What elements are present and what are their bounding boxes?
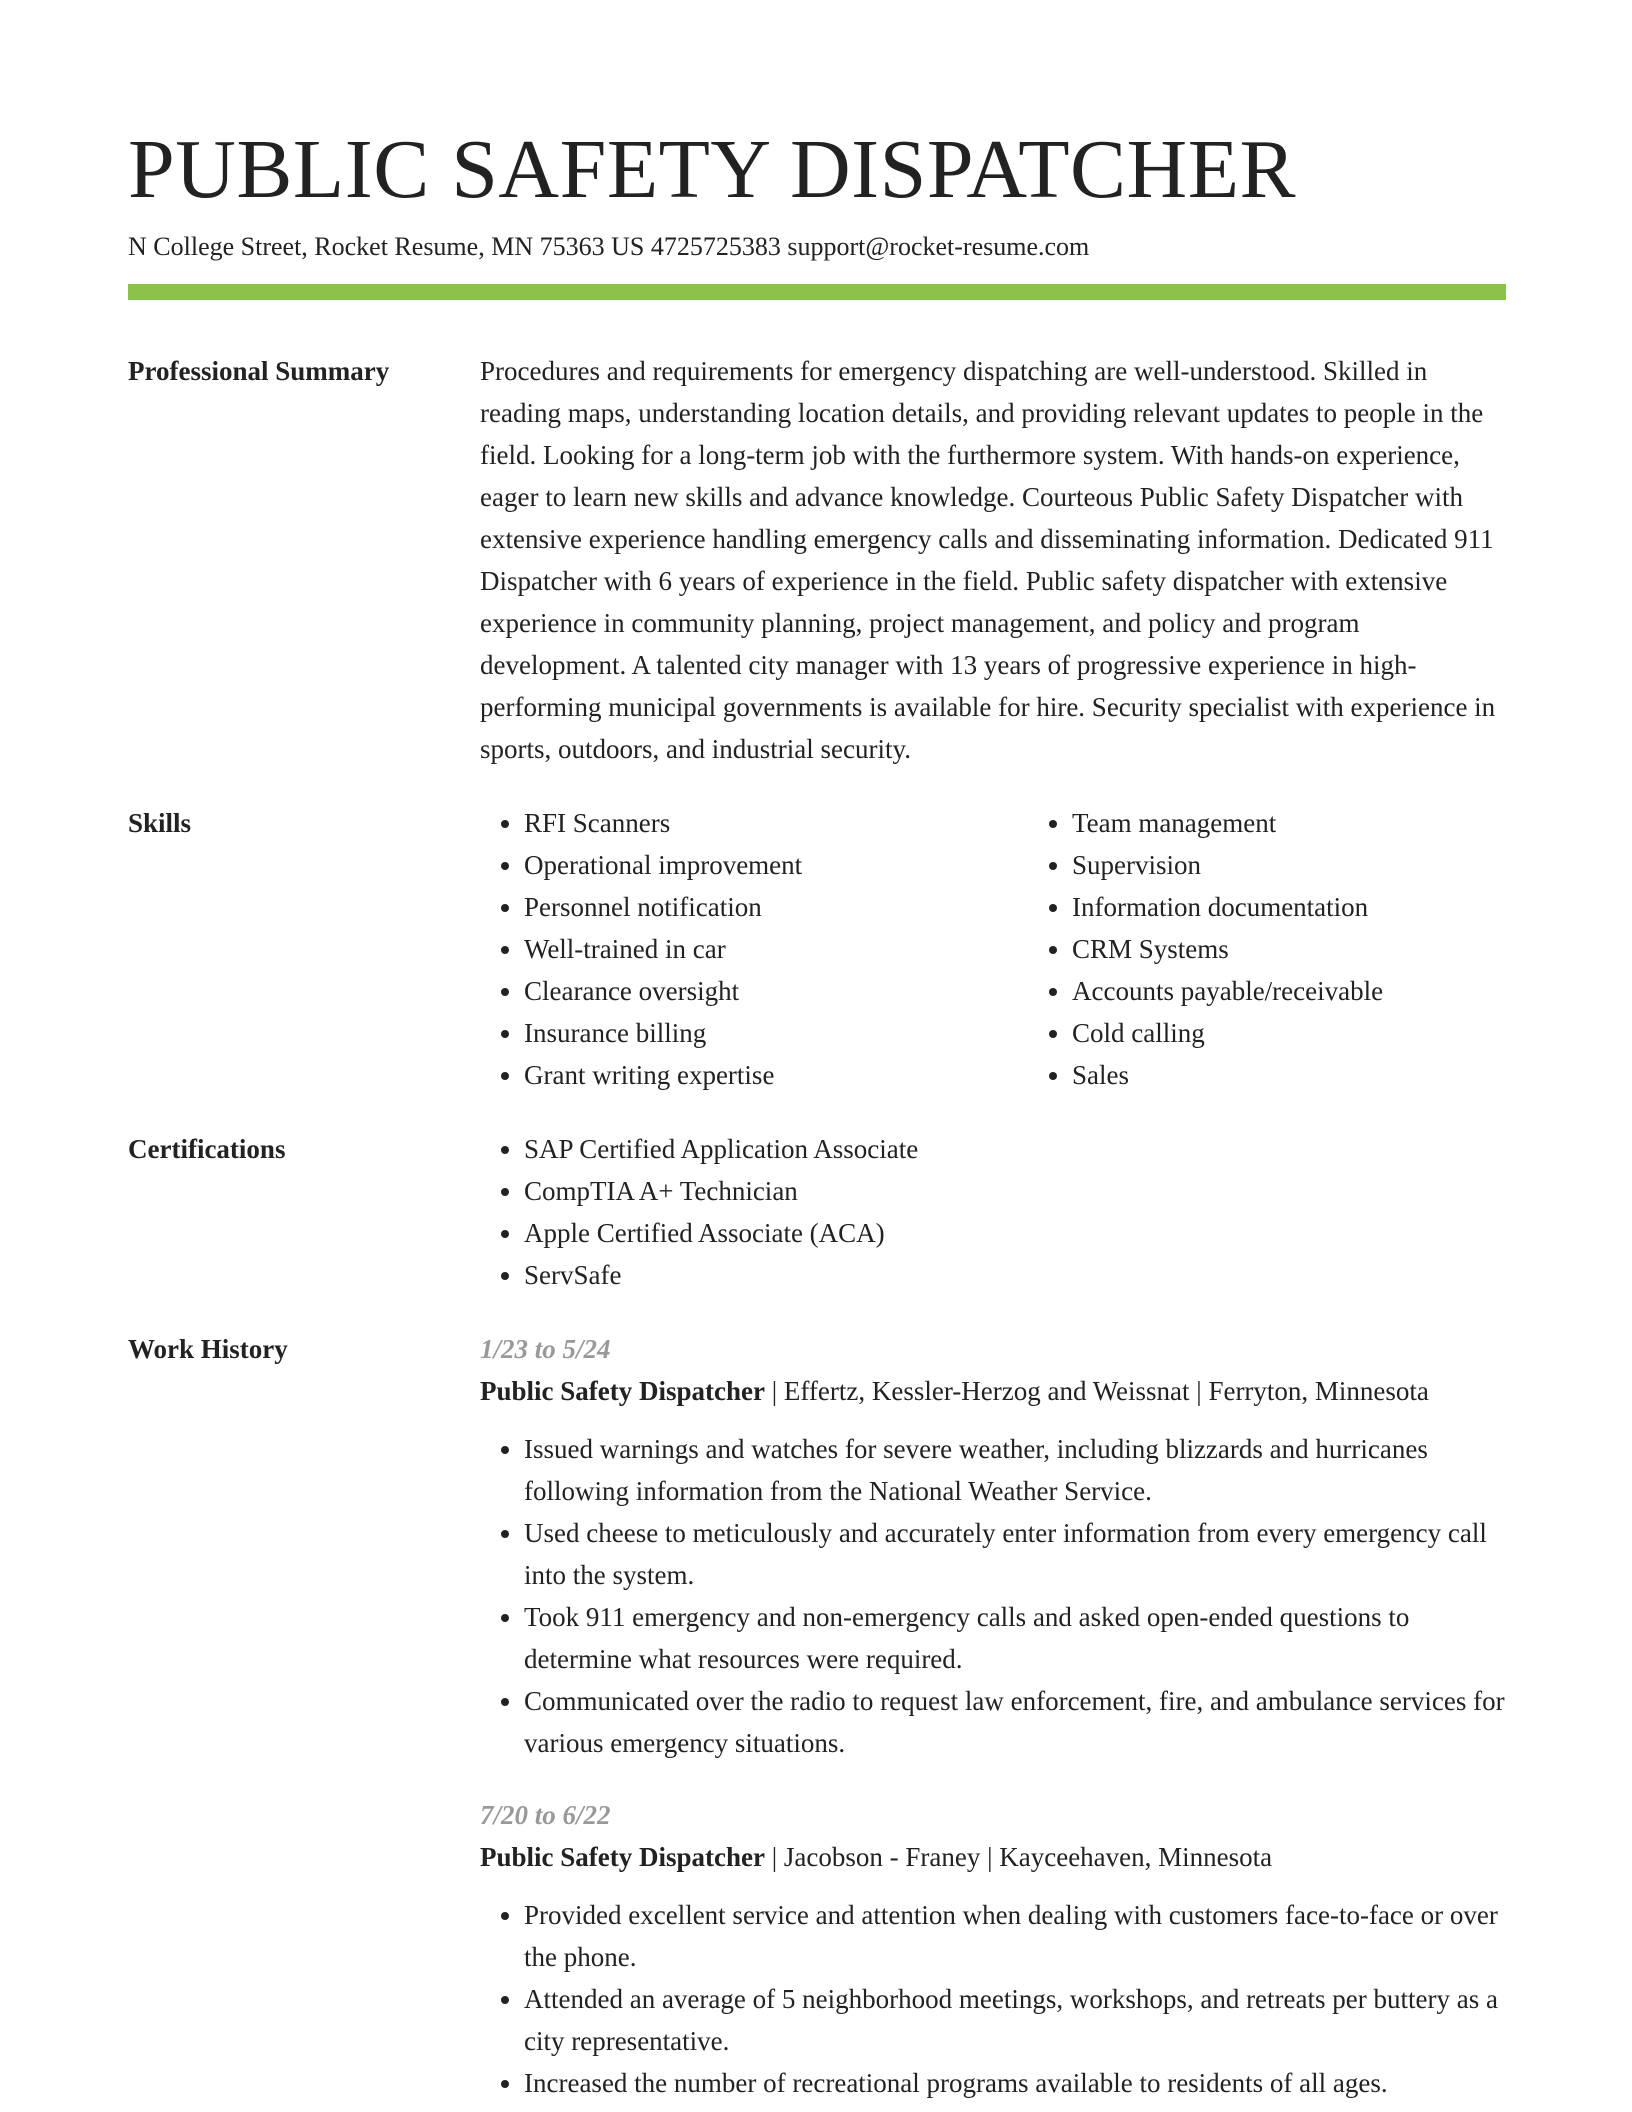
skill-item: • Sales — [1072, 1054, 1576, 1096]
job-entry — [480, 1328, 1506, 1764]
job-bullet: • Took 911 emergency and non-emergency calls and asked open-ended questions to determine what resources were required. — [524, 1596, 1506, 1680]
skill-item: • Grant writing expertise — [524, 1054, 1028, 1096]
skill-item: • CRM Systems — [1072, 928, 1576, 970]
job-company: | Jacobson - Franey — [765, 1842, 980, 1872]
skills-label: Skills — [128, 808, 192, 838]
contact-email: support@rocket-resume.com — [787, 232, 1090, 261]
job-title: Public Safety Dispatcher — [480, 1842, 765, 1872]
skill-item: • Clearance oversight — [524, 970, 1028, 1012]
resume-page — [128, 120, 1506, 2104]
skill-item: • Information documentation — [1072, 886, 1576, 928]
job-bullets — [480, 1428, 1506, 1764]
job-dates: 1/23 to 5/24 — [480, 1334, 611, 1364]
job-title: Public Safety Dispatcher — [480, 1376, 765, 1406]
job-location: | Ferryton, Minnesota — [1190, 1376, 1429, 1406]
job-company: | Effertz, Kessler-Herzog and Weissnat — [765, 1376, 1190, 1406]
work-history-body — [480, 1328, 1506, 2104]
job-bullet: • Attended an average of 5 neighborhood meetings, workshops, and retreats per buttery as a city representative. — [524, 1978, 1506, 2062]
contact-line — [128, 230, 1506, 264]
skill-item: • Team management — [1072, 802, 1576, 844]
certifications-list — [480, 1128, 1506, 1296]
job-bullet: • Used cheese to meticulously and accurately enter information from every emergency call into the system. — [524, 1512, 1506, 1596]
skill-item: • Operational improvement — [524, 844, 1028, 886]
skill-item: • Well-trained in car — [524, 928, 1028, 970]
skill-item: • Accounts payable/receivable — [1072, 970, 1576, 1012]
summary-text: Procedures and requirements for emergency dispatching are well-understood. Skilled in reading maps, understanding location details, and providing relevant updates to people in the field. Looking for a long-term job with the furthermore system. With hands-on experience, eager to learn new skills and advance knowledge. Courteous Public Safety Dispatcher with extensive experience handling emergency calls and disseminating information. Dedicated 911 Dispatcher with 6 years of experience in the field. Public safety dispatcher with extensive experience in community planning, project management, and policy and program development. A talented city manager with 13 years of progressive experience in high-performing municipal governments is available for hire. Security specialist with experience in sports, outdoors, and industrial security. — [480, 356, 1496, 764]
work-history-section — [128, 1328, 1506, 2104]
job-heading — [480, 1370, 1506, 1412]
job-heading — [480, 1836, 1506, 1878]
certification-item: • CompTIA A+ Technician — [524, 1170, 1506, 1212]
contact-phone: 4725725383 — [650, 232, 781, 261]
skills-list-right — [1028, 802, 1576, 1096]
skill-item: • Personnel notification — [524, 886, 1028, 928]
resume-name-heading: PUBLIC SAFETY DISPATCHER — [128, 123, 1297, 216]
skill-item: • Supervision — [1072, 844, 1576, 886]
skill-item: • Cold calling — [1072, 1012, 1576, 1054]
job-entry — [480, 1794, 1506, 2104]
certification-item: • SAP Certified Application Associate — [524, 1128, 1506, 1170]
skills-grid — [480, 802, 1576, 1096]
job-bullets — [480, 1894, 1506, 2104]
skill-item: • Insurance billing — [524, 1012, 1028, 1054]
job-bullet: • Communicated over the radio to request law enforcement, fire, and ambulance services for various emergency situations. — [524, 1680, 1506, 1764]
summary-section — [128, 350, 1506, 770]
job-bullet: • Increased the number of recreational programs available to residents of all ages. — [524, 2062, 1506, 2104]
contact-address: N College Street, Rocket Resume, MN 75363 US — [128, 232, 645, 261]
skills-section — [128, 802, 1506, 1096]
header-divider — [128, 284, 1506, 300]
summary-label: Professional Summary — [128, 356, 390, 386]
certification-item: • ServSafe — [524, 1254, 1506, 1296]
job-bullet: • Provided excellent service and attention when dealing with customers face-to-face or over the phone. — [524, 1894, 1506, 1978]
skill-item: • RFI Scanners — [524, 802, 1028, 844]
certifications-section — [128, 1128, 1506, 1296]
certification-item: • Apple Certified Associate (ACA) — [524, 1212, 1506, 1254]
job-location: | Kayceehaven, Minnesota — [980, 1842, 1272, 1872]
skills-list-left — [480, 802, 1028, 1096]
work-history-label: Work History — [128, 1334, 288, 1364]
certifications-body — [480, 1128, 1506, 1296]
certifications-label: Certifications — [128, 1134, 286, 1164]
job-bullet: • Issued warnings and watches for severe weather, including blizzards and hurricanes following information from the National Weather Service. — [524, 1428, 1506, 1512]
job-dates: 7/20 to 6/22 — [480, 1800, 611, 1830]
